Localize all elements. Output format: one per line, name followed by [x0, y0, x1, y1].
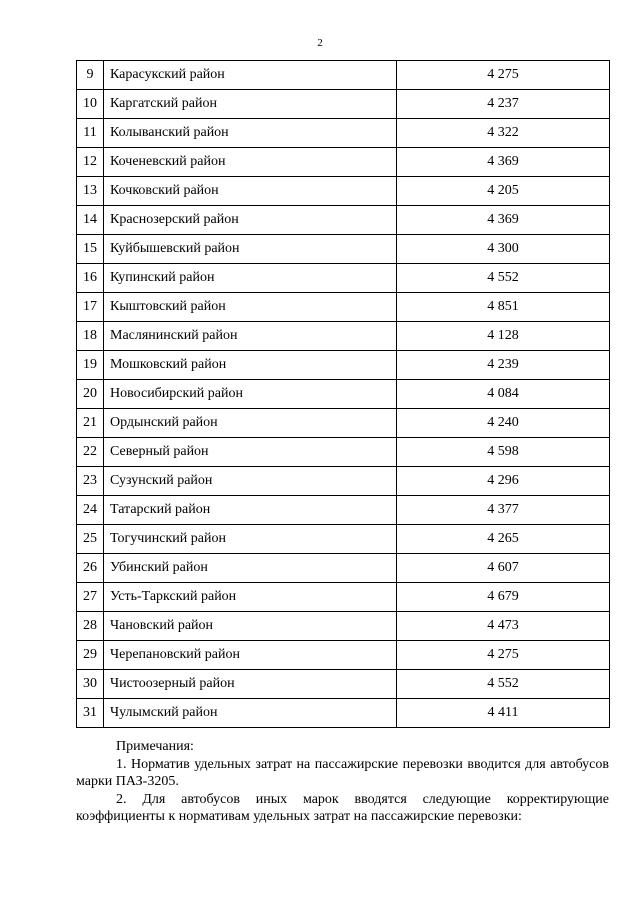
row-number-cell: 30 — [77, 670, 104, 699]
row-number-cell: 25 — [77, 525, 104, 554]
district-name-cell: Северный район — [104, 438, 397, 467]
table-row — [77, 554, 610, 583]
row-number-cell: 17 — [77, 293, 104, 322]
table-row — [77, 322, 610, 351]
row-number-cell: 27 — [77, 583, 104, 612]
cost-value-cell: 4 275 — [397, 641, 610, 670]
cost-value-cell: 4 239 — [397, 351, 610, 380]
cost-value-cell: 4 369 — [397, 206, 610, 235]
district-name-cell: Куйбышевский район — [104, 235, 397, 264]
table-row — [77, 380, 610, 409]
district-name-cell: Краснозерский район — [104, 206, 397, 235]
table-row — [77, 351, 610, 380]
district-name-cell: Коченевский район — [104, 148, 397, 177]
table-body — [77, 61, 610, 728]
row-number-cell: 28 — [77, 612, 104, 641]
row-number-cell: 20 — [77, 380, 104, 409]
row-number-cell: 10 — [77, 90, 104, 119]
row-number-cell: 15 — [77, 235, 104, 264]
table-row — [77, 641, 610, 670]
table-row — [77, 583, 610, 612]
table-row — [77, 293, 610, 322]
district-name-cell: Убинский район — [104, 554, 397, 583]
table-row — [77, 264, 610, 293]
table-row — [77, 409, 610, 438]
district-name-cell: Тогучинский район — [104, 525, 397, 554]
district-name-cell: Мошковский район — [104, 351, 397, 380]
row-number-cell: 18 — [77, 322, 104, 351]
district-name-cell: Новосибирский район — [104, 380, 397, 409]
row-number-cell: 29 — [77, 641, 104, 670]
cost-value-cell: 4 598 — [397, 438, 610, 467]
row-number-cell: 22 — [77, 438, 104, 467]
district-name-cell: Кочковский район — [104, 177, 397, 206]
note-item-2: 2. Для автобусов иных марок вводятся следующие корректирующие коэффициенты к нормативам удельных затрат на пассажирские перевозки: — [76, 791, 609, 824]
cost-value-cell: 4 296 — [397, 467, 610, 496]
district-name-cell: Чановский район — [104, 612, 397, 641]
table-row — [77, 177, 610, 206]
table-row — [77, 612, 610, 641]
table-row — [77, 61, 610, 90]
table-row — [77, 438, 610, 467]
district-name-cell: Ордынский район — [104, 409, 397, 438]
cost-value-cell: 4 275 — [397, 61, 610, 90]
table-row — [77, 148, 610, 177]
district-name-cell: Купинский район — [104, 264, 397, 293]
notes-heading: Примечания: — [116, 739, 194, 754]
row-number-cell: 11 — [77, 119, 104, 148]
cost-value-cell: 4 679 — [397, 583, 610, 612]
row-number-cell: 16 — [77, 264, 104, 293]
district-name-cell: Чулымский район — [104, 699, 397, 728]
cost-value-cell: 4 552 — [397, 264, 610, 293]
row-number-cell: 26 — [77, 554, 104, 583]
district-name-cell: Сузунский район — [104, 467, 397, 496]
row-number-cell: 9 — [77, 61, 104, 90]
cost-value-cell: 4 607 — [397, 554, 610, 583]
row-number-cell: 23 — [77, 467, 104, 496]
note-item-1: 1. Норматив удельных затрат на пассажирские перевозки вводится для автобусов марки ПАЗ-3205. — [76, 756, 609, 789]
district-name-cell: Усть-Таркский район — [104, 583, 397, 612]
cost-value-cell: 4 300 — [397, 235, 610, 264]
cost-value-cell: 4 265 — [397, 525, 610, 554]
cost-value-cell: 4 851 — [397, 293, 610, 322]
table-row — [77, 670, 610, 699]
cost-value-cell: 4 552 — [397, 670, 610, 699]
page-number: 2 — [317, 37, 323, 49]
table-row — [77, 525, 610, 554]
table-row — [77, 467, 610, 496]
row-number-cell: 14 — [77, 206, 104, 235]
district-name-cell: Кыштовский район — [104, 293, 397, 322]
cost-value-cell: 4 240 — [397, 409, 610, 438]
table-row — [77, 235, 610, 264]
cost-value-cell: 4 237 — [397, 90, 610, 119]
cost-value-cell: 4 205 — [397, 177, 610, 206]
district-name-cell: Черепановский район — [104, 641, 397, 670]
district-cost-table — [76, 60, 610, 728]
cost-value-cell: 4 473 — [397, 612, 610, 641]
row-number-cell: 24 — [77, 496, 104, 525]
district-name-cell: Чистоозерный район — [104, 670, 397, 699]
district-name-cell: Маслянинский район — [104, 322, 397, 351]
cost-value-cell: 4 128 — [397, 322, 610, 351]
row-number-cell: 19 — [77, 351, 104, 380]
notes-section — [76, 738, 609, 826]
table-row — [77, 206, 610, 235]
cost-value-cell: 4 411 — [397, 699, 610, 728]
cost-value-cell: 4 084 — [397, 380, 610, 409]
district-name-cell: Каргатский район — [104, 90, 397, 119]
district-name-cell: Карасукский район — [104, 61, 397, 90]
table-row — [77, 119, 610, 148]
row-number-cell: 31 — [77, 699, 104, 728]
row-number-cell: 21 — [77, 409, 104, 438]
cost-value-cell: 4 369 — [397, 148, 610, 177]
cost-value-cell: 4 322 — [397, 119, 610, 148]
district-name-cell: Колыванский район — [104, 119, 397, 148]
row-number-cell: 12 — [77, 148, 104, 177]
table-row — [77, 496, 610, 525]
row-number-cell: 13 — [77, 177, 104, 206]
district-name-cell: Татарский район — [104, 496, 397, 525]
table-row — [77, 90, 610, 119]
cost-value-cell: 4 377 — [397, 496, 610, 525]
table-row — [77, 699, 610, 728]
